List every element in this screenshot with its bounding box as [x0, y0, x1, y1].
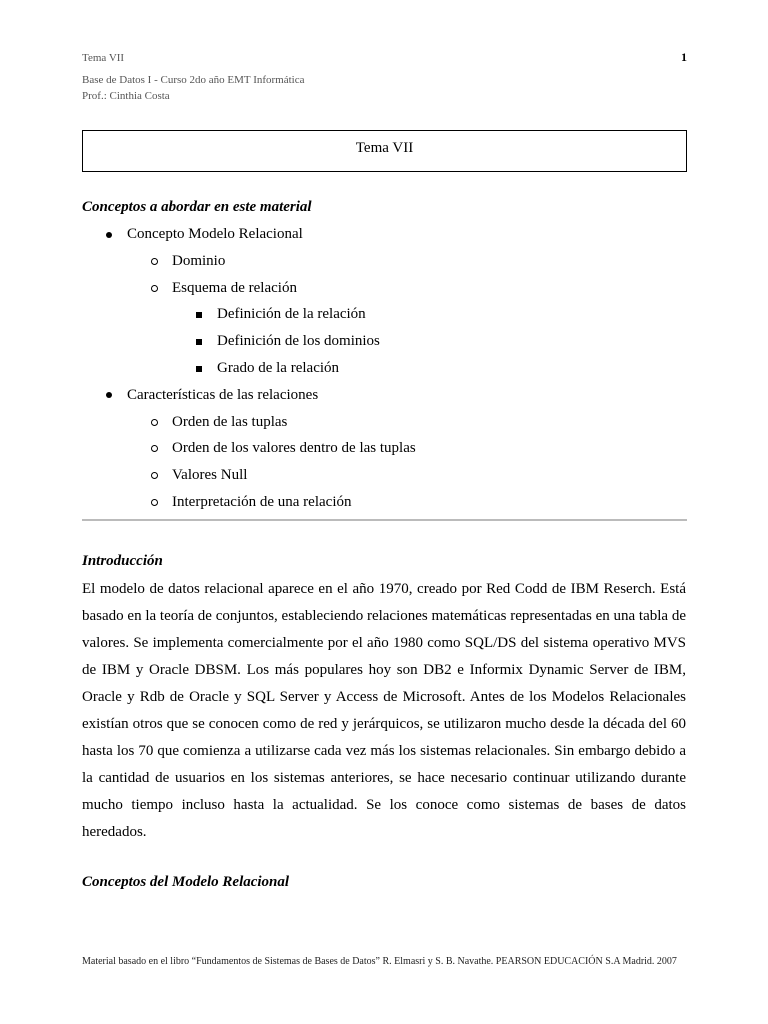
- bullet-circle-icon: [148, 409, 160, 436]
- list-item-text: Interpretación de una relación: [172, 493, 352, 510]
- list-item: [82, 435, 687, 462]
- bullet-circle-icon: [148, 248, 160, 275]
- header-topic: Tema VII: [82, 52, 125, 64]
- list-item-text: Orden de los valores dentro de las tuplas: [172, 440, 416, 457]
- relational-model-heading: Conceptos del Modelo Relacional: [82, 874, 290, 890]
- list-item: [82, 328, 687, 355]
- list-item: [82, 355, 687, 382]
- page-footer: Material basado en el libro “Fundamentos de Sistemas de Bases de Datos” R. Elmasri y S. B. Navathe. PEARSON EDUCACIÓN S.A Madrid. 2007: [82, 956, 677, 967]
- list-item-text: Valores Null: [172, 467, 248, 484]
- list-item-text: Esquema de relación: [172, 279, 297, 296]
- list-item-text: Definición de los dominios: [217, 333, 380, 350]
- list-item: [82, 462, 687, 489]
- bullet-square-icon: [193, 355, 205, 382]
- bullet-circle-icon: [148, 462, 160, 489]
- concepts-outline: [82, 221, 687, 516]
- list-item: [82, 248, 687, 275]
- list-item-text: Grado de la relación: [217, 359, 340, 376]
- list-item: [82, 489, 687, 516]
- intro-heading: Introducción: [82, 553, 163, 569]
- bullet-disc-icon: [103, 221, 115, 248]
- list-item: [82, 382, 687, 409]
- list-item: [82, 409, 687, 436]
- bullet-circle-icon: [148, 435, 160, 462]
- page-number: 1: [681, 50, 687, 64]
- page-header: [82, 50, 687, 104]
- list-item-text: Definición de la relación: [217, 306, 366, 323]
- title-box: Tema VII: [82, 130, 687, 172]
- header-professor: Prof.: Cinthia Costa: [82, 90, 170, 102]
- list-item-text: Dominio: [172, 252, 226, 269]
- bullet-square-icon: [193, 328, 205, 355]
- bullet-circle-icon: [148, 489, 160, 516]
- list-item: [82, 275, 687, 302]
- section-divider: [82, 519, 687, 521]
- list-item: [82, 301, 687, 328]
- bullet-disc-icon: [103, 382, 115, 409]
- list-item-text: Concepto Modelo Relacional: [127, 226, 303, 242]
- bullet-circle-icon: [148, 275, 160, 302]
- list-item: [82, 221, 687, 248]
- concepts-heading: Conceptos a abordar en este material: [82, 199, 312, 215]
- list-item-text: Características de las relaciones: [127, 386, 319, 403]
- bullet-square-icon: [193, 301, 205, 328]
- intro-paragraph: El modelo de datos relacional aparece en el año 1970, creado por Red Codd de IBM Reserch. Está basado en la teoría de conjuntos, estableciendo relaciones matemáticas representadas en una tabla de valores. Se implementa comercialmente por el año 1980 como SQL/DS del sistema operativo MVS de IBM y Oracle DBSM. Los más populares hoy son DB2 e Informix Dynamic Server de IBM, Oracle y Rdb de Oracle y SQL Server y Access de Microsoft. Antes de los Modelos Relacionales existían otros que se conocen como de red y jerárquicos, se utilizaron mucho desde la década del 60 hasta los 70 que comienza a utilizarse cada vez más los sistemas relacionales. Sin embargo debido a la cantidad de usuarios en los sistemas anteriores, se hace necesario continuar utilizando durante mucho tiempo incluso hasta la actualidad. Se los conoce como sistemas de bases de datos heredados.: [82, 581, 686, 840]
- list-item-text: Orden de las tuplas: [172, 413, 288, 430]
- header-course: Base de Datos I - Curso 2do año EMT Informática: [82, 74, 305, 86]
